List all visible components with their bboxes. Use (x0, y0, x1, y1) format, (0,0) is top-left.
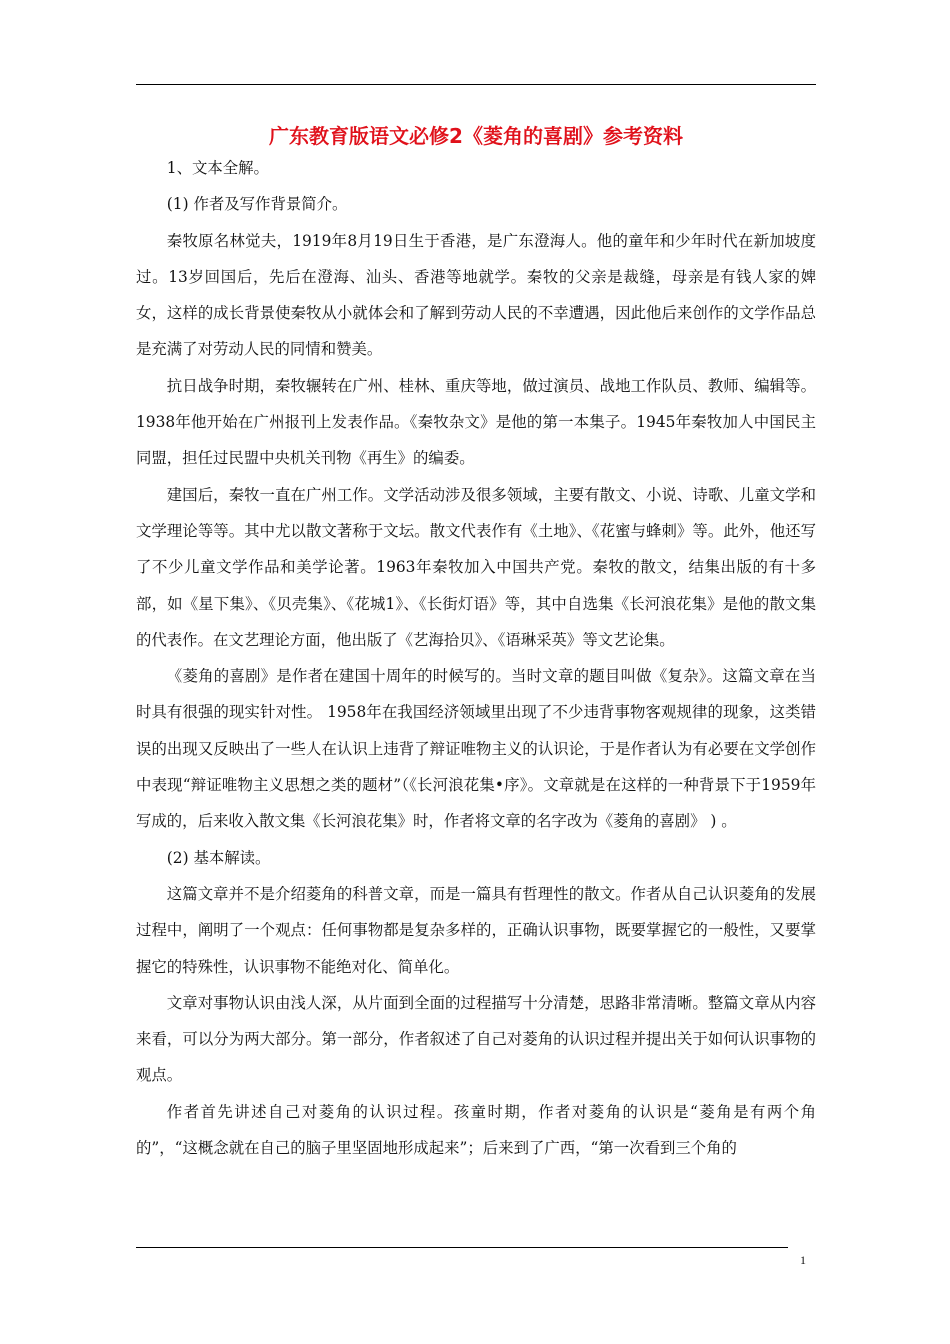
page-number: 1 (800, 1253, 806, 1267)
subsection-heading: (2) 基本解读。 (166, 848, 271, 867)
body-paragraph: 《菱角的喜剧》是作者在建国十周年的时候写的。当时文章的题目叫做《复杂》。这篇文章在当时具有很强的现实针对性。 1958年在我国经济领域里出现了不少违背事物客观规律的现象，这类错误的出现又反映出了一些人在认识上违背了辩证唯物主义的认识论，于是作者认为有必要在文学创作中表现“辩证唯物主义思想之类的题材”（《长河浪花集•序》。文章就是在这样的一种背景下于1959年写成的，后来收入散文集《长河浪花集》时，作者将文章的名字改为《菱角的喜剧》 ) 。 (136, 667, 816, 831)
subsection-heading: (1) 作者及写作背景简介。 (166, 195, 348, 214)
document-title: 广东教育版语文必修2《菱角的喜剧》参考资料 (269, 124, 683, 148)
body-paragraph: 这篇文章并不是介绍菱角的科普文章，而是一篇具有哲理性的散文。作者从自己认识菱角的发展过程中，阐明了一个观点：任何事物都是复杂多样的，正确认识事物，既要掌握它的一般性，又要掌握它的特殊性，认识事物不能绝对化、简单化。 (136, 884, 816, 976)
section-heading: 1、文本全解。 (166, 159, 269, 177)
body-paragraph: 秦牧原名林觉夫，1919年8月19日生于香港，是广东澄海人。他的童年和少年时代在新加坡度过。13岁回国后，先后在澄海、汕头、香港等地就学。秦牧的父亲是裁缝，母亲是有钱人家的婢女，这样的成长背景使秦牧从小就体会和了解到劳动人民的不幸遭遇，因此他后来创作的文学作品总是充满了对劳动人民的同情和赞美。 (136, 231, 816, 359)
document-body (136, 150, 816, 1166)
body-paragraph: 作者首先讲述自己对菱角的认识过程。孩童时期，作者对菱角的认识是“菱角是有两个角的”，“这概念就在自己的脑子里坚固地形成起来”；后来到了广西，“第一次看到三个角的 (136, 1102, 816, 1158)
body-paragraph: 建国后，秦牧一直在广州工作。文学活动涉及很多领域，主要有散文、小说、诗歌、儿童文学和文学理论等等。其中尤以散文著称于文坛。散文代表作有《土地》、《花蜜与蜂刺》等。此外，他还写了不少儿童文学作品和美学论著。1963年秦牧加入中国共产党。秦牧的散文，结集出版的有十多部，如《星下集》、《贝壳集》、《花城1》、《长街灯语》等，其中自选集《长河浪花集》是他的散文集的代表作。在文艺理论方面，他出版了《艺海拾贝》、《语琳采英》等文艺论集。 (136, 485, 816, 649)
body-paragraph: 文章对事物认识由浅人深，从片面到全面的过程描写十分清楚，思路非常清晰。整篇文章从内容来看，可以分为两大部分。第一部分，作者叙述了自己对菱角的认识过程并提出关于如何认识事物的观点。 (136, 993, 816, 1085)
footer-rule (136, 1247, 788, 1248)
header-rule (136, 84, 816, 85)
body-paragraph: 抗日战争时期，秦牧辗转在广州、桂林、重庆等地，做过演员、战地工作队员、教师、编辑等。1938年他开始在广州报刊上发表作品。《秦牧杂文》是他的第一本集子。1945年秦牧加人中国民主同盟，担任过民盟中央机关刊物《再生》的编委。 (136, 376, 816, 468)
